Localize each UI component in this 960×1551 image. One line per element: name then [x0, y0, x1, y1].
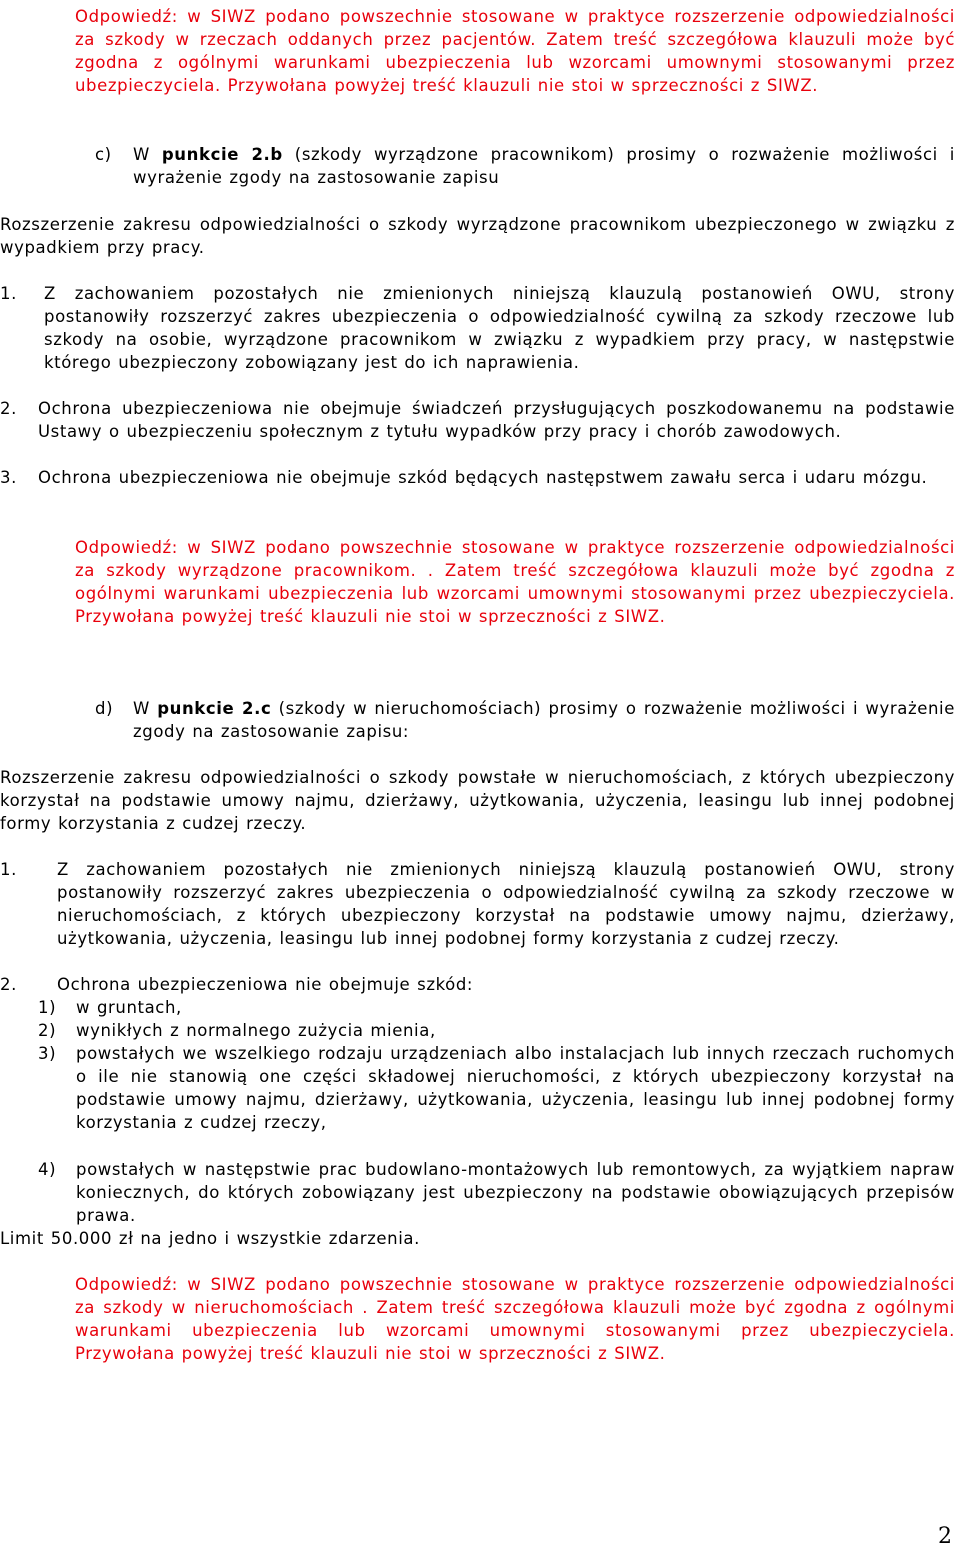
- section-c-bold: punkcie 2.b: [161, 145, 283, 164]
- section-d-lead: W: [133, 699, 150, 718]
- section-c-item-1: 1. Z zachowaniem pozostałych nie zmienionych niniejszą klauzulą postanowień OWU, strony postanowiły rozszerzyć zakres ubezpieczenia o odpowiedzialność cywilną za szkody rzeczowe lub szkody na osobie, wyrządzone pracownikom w związku z wypadkiem przy pracy, w następstwie którego ubezpieczony zobowiązany jest do ich naprawienia.: [0, 284, 955, 373]
- section-d-subitem-2: 2) wynikłych z normalnego zużycia mienia,: [38, 1021, 436, 1040]
- section-c-heading: Rozszerzenie zakresu odpowiedzialności o szkody wyrządzone pracownikom ubezpieczonego w związku z wypadkiem przy pracy.: [0, 215, 955, 258]
- section-c-lead: W: [133, 145, 150, 164]
- section-c-item-2: 2. Ochrona ubezpieczeniowa nie obejmuje świadczeń przysługujących poszkodowanemu na podstawie Ustawy o ubezpieczeniu społecznym z tytułu wypadków przy pracy i chorób zawodowych.: [0, 399, 955, 442]
- section-d-marker: d): [95, 699, 114, 718]
- page-number: 2: [938, 1524, 952, 1549]
- section-c-marker: c): [95, 145, 112, 164]
- answer-paragraph-d: Odpowiedź: w SIWZ podano powszechnie stosowane w praktyce rozszerzenie odpowiedzialności za szkody w nieruchomościach . Zatem treść szczegółowa klauzuli może być zgodna z ogólnymi warunkami ubezpieczenia lub wzorcami umownymi stosowanymi przez ubezpieczyciela. Przywołana powyżej treść klauzuli nie stoi w sprzeczności z SIWZ.: [75, 1275, 955, 1364]
- section-d-rest: (szkody w nieruchomościach) prosimy o rozważenie możliwości i wyrażenie zgody na zastosowanie zapisu:: [133, 699, 955, 742]
- section-d-subitem-4: 4) powstałych w następstwie prac budowlano-montażowych lub remontowych, za wyjątkiem napraw koniecznych, do których zobowiązany jest ubezpieczony na podstawie obowiązujących przepisów prawa.: [38, 1160, 955, 1226]
- section-d-bold: punkcie 2.c: [157, 699, 272, 718]
- section-d-heading: Rozszerzenie zakresu odpowiedzialności o szkody powstałe w nieruchomościach, z których ubezpieczony korzystał na podstawie umowy najmu, dzierżawy, użytkowania, użyczenia, leasingu lub innej podobnej formy korzystania z cudzej rzeczy.: [0, 768, 955, 834]
- section-d-subitem-3: 3) powstałych we wszelkiego rodzaju urządzeniach albo instalacjach lub innych rzeczach ruchomych o ile nie stanowią one części składowej nieruchomości, z których ubezpieczony korzystał na podstawie umowy najmu, dzierżawy, użytkowania, użyczenia, leasingu lub innej podobnej formy korzystania z cudzej rzeczy,: [38, 1044, 955, 1133]
- section-c-item-3: 3. Ochrona ubezpieczeniowa nie obejmuje szkód będących następstwem zawału serca i udaru mózgu.: [0, 468, 928, 487]
- section-d-item-2: 2. Ochrona ubezpieczeniowa nie obejmuje szkód:: [0, 975, 474, 994]
- section-d-header: [95, 697, 955, 743]
- section-c-rest: (szkody wyrządzone pracownikom) prosimy o rozważenie możliwości i wyrażenie zgody na zastosowanie zapisu: [133, 145, 955, 188]
- answer-paragraph-1: Odpowiedź: w SIWZ podano powszechnie stosowane w praktyce rozszerzenie odpowiedzialności za szkody w rzeczach oddanych przez pacjentów. Zatem treść szczegółowa klauzuli może być zgodna z ogólnymi warunkami ubezpieczenia lub wzorcami umownymi stosowanymi przez ubezpieczyciela. Przywołana powyżej treść klauzuli nie stoi w sprzeczności z SIWZ.: [75, 7, 955, 96]
- section-d-item-1: 1. Z zachowaniem pozostałych nie zmienionych niniejszą klauzulą postanowień OWU, strony postanowiły rozszerzyć zakres ubezpieczenia o odpowiedzialność cywilną za szkody rzeczowe w nieruchomościach, z których ubezpieczony korzystał na podstawie umowy najmu, dzierżawy, użytkowania, użyczenia, leasingu lub innej podobnej formy korzystania z cudzej rzeczy.: [0, 860, 955, 949]
- section-d-subitem-1: 1) w gruntach,: [38, 998, 182, 1017]
- section-c-header: [95, 143, 955, 189]
- limit-line: Limit 50.000 zł na jedno i wszystkie zdarzenia.: [0, 1229, 420, 1248]
- answer-paragraph-c: Odpowiedź: w SIWZ podano powszechnie stosowane w praktyce rozszerzenie odpowiedzialności za szkody wyrządzone pracownikom. . Zatem treść szczegółowa klauzuli może być zgodna z ogólnymi warunkami ubezpieczenia lub wzorcami umownymi stosowanymi przez ubezpieczyciela. Przywołana powyżej treść klauzuli nie stoi w sprzeczności z SIWZ.: [75, 538, 955, 627]
